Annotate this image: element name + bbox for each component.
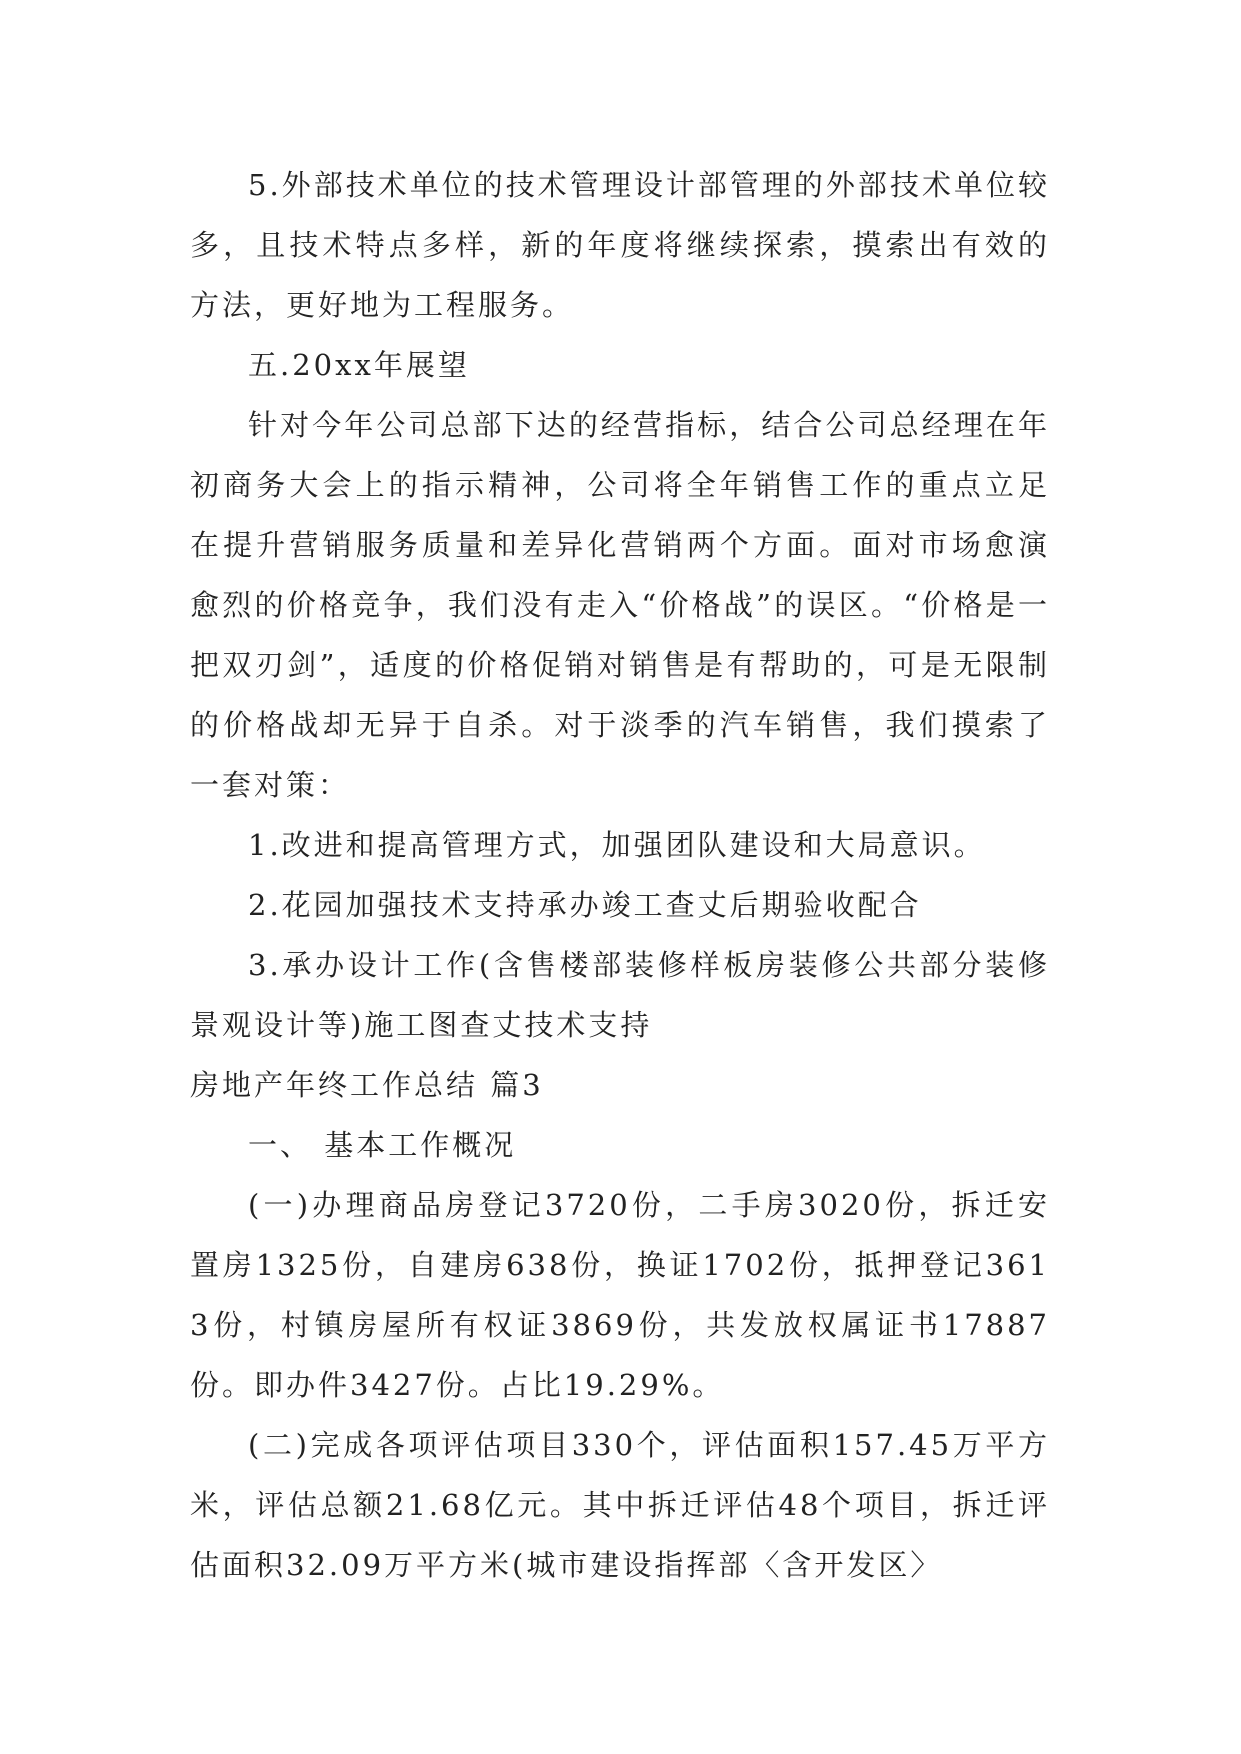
document-body bbox=[190, 155, 1050, 1595]
heading-basic-overview: 一、 基本工作概况 bbox=[248, 1128, 517, 1162]
paragraph-appraisal-stats: (二)完成各项评估项目330个，评估面积157.45万平方米，评估总额21.68亿元。其中拆迁评估48个项目，拆迁评估面积32.09万平方米(城市建设指挥部〈含开发区〉 bbox=[190, 1428, 1050, 1582]
list-item-1: 1.改进和提高管理方式，加强团队建设和大局意识。 bbox=[248, 828, 986, 862]
paragraph-registration-stats: (一)办理商品房登记3720份，二手房3020份，拆迁安置房1325份，自建房638份，换证1702份，抵押登记3613份，村镇房屋所有权证3869份，共发放权属证书17887份。即办件3427份。占比19.29%。 bbox=[190, 1188, 1050, 1402]
paragraph-outsourced-tech-management: 5.外部技术单位的技术管理设计部管理的外部技术单位较多，且技术特点多样，新的年度将继续探索，摸索出有效的方法，更好地为工程服务。 bbox=[190, 168, 1050, 322]
list-item-3: 3.承办设计工作(含售楼部装修样板房装修公共部分装修景观设计等)施工图查丈技术支持 bbox=[190, 948, 1050, 1042]
list-item-2: 2.花园加强技术支持承办竣工查丈后期验收配合 bbox=[248, 888, 922, 922]
heading-outlook: 五.20xx年展望 bbox=[248, 348, 470, 382]
paragraph-sales-strategy: 针对今年公司总部下达的经营指标，结合公司总经理在年初商务大会上的指示精神，公司将全年销售工作的重点立足在提升营销服务质量和差异化营销两个方面。面对市场愈演愈烈的价格竞争，我们没有走入“价格战”的误区。“价格是一把双刃剑”，适度的价格促销对销售是有帮助的，可是无限制的价格战却无异于自杀。对于淡季的汽车销售，我们摸索了一套对策： bbox=[190, 408, 1050, 802]
section-title: 房地产年终工作总结 篇3 bbox=[190, 1068, 544, 1102]
